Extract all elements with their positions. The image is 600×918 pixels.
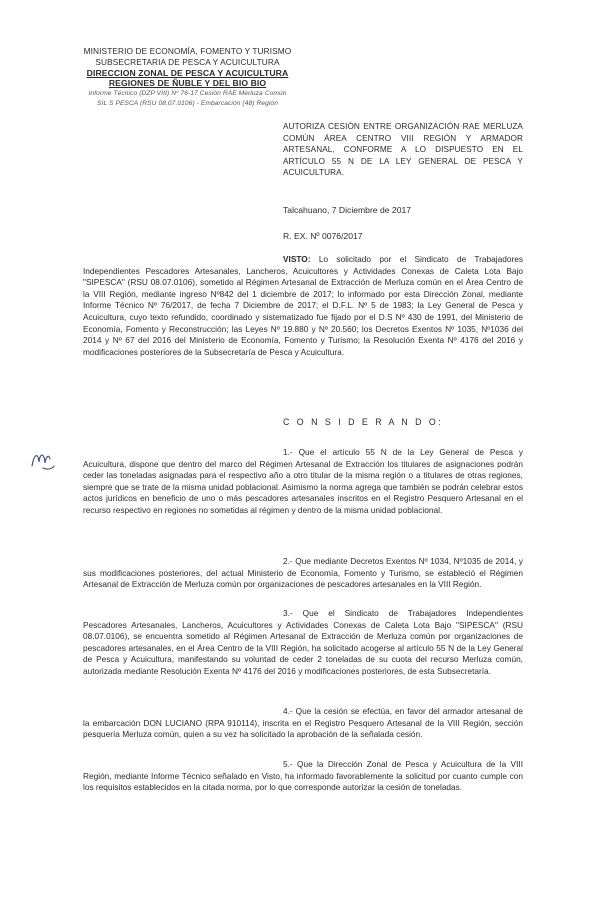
report-reference-line: Informe Técnico (DZP VIII) Nº 76-17 Cesión RAE Merluza Común — [88, 90, 287, 98]
considerando-3: 3.- Que el Sindicato de Trabajadores Independientes Pescadores Artesanales, Lancheros, Acuicultores y Actividades Conexas de Caleta Lota Bajo "SIPESCA" (RSU 08.07.0106), se encuentra sometido al Régimen Artesanal de Extracción de Merluza común por organizaciones de pescadores artesanales, en el Área Centro de la VIII Región, ha solicitado acogerse al artículo 55 N de la Ley General de Pesca y Acuicultura, manifestando su voluntad de ceder 2 toneladas de su cuota del recurso Merluza común, autorizada mediante Resolución Exenta Nº 4176 del 2016 y modificaciones posteriores, de esta Subsecretaría. — [83, 608, 523, 676]
regions-line: REGIONES DE ÑUBLE Y DEL BIO BIO — [108, 78, 267, 89]
letterhead — [80, 46, 295, 108]
visto-text: Lo solicitado por el Sindicato de Trabajadores Independientes Pescadores Artesanales, Lancheros, Acuicultores y Actividades Conexas de Caleta Lota Bajo "SIPESCA" (RSU 08.07.0106), sometido al Régimen Artesanal de Extracción de Merluza común en el Área Centro de la VIII Región, mediante ingreso Nº842 del 1 diciembre de 2017; lo informado por esta Dirección Zonal, mediante Informe Técnico Nº 76/2017, de fecha 7 Diciembre de 2017; el D.F.L. Nº 5 de 1983; la Ley General de Pesca y Acuicultura, cuyo texto refundido, coordinado y sistematizado fue fijado por el D.S Nº 430 de 1991, del Ministerio de Economía, Fomento y Reconstrucción; las Leyes Nº 19.880 y Nº 20.560; los Decretos Exentos Nº 1035, Nº1036 del 2014 y Nº 67 del 2016 del Ministerio de Economía, Fomento y Turismo; la Resolución Exenta Nº 4176 del 2016 y modificaciones posteriores de la Subsecretaría de Pesca y Acuicultura. — [83, 254, 523, 357]
visto-label: VISTO: — [283, 254, 311, 264]
visto-paragraph — [83, 254, 523, 358]
resolution-summary: AUTORIZA CESIÓN ENTRE ORGANIZACIÓN RAE MERLUZA COMÚN ÁREA CENTRO VIII REGIÓN Y ARMADOR ARTESANAL, CONFORME A LO DISPUESTO EN EL ARTÍCULO 55 N DE LA LEY GENERAL DE PESCA Y ACUICULTURA. — [283, 122, 523, 178]
considerando-2: 2.- Que mediante Decretos Exentos Nº 1034, Nº1035 de 2014, y sus modificaciones posteriores, del actual Ministerio de Economía, Fomento y Turismo, se estableció el Régimen Artesanal de Extracción de Merluza común por organizaciones de pescadores artesanales en la VIII Región. — [83, 556, 523, 590]
ministry-line: MINISTERIO DE ECONOMÍA, FOMENTO Y TURISMO — [83, 46, 292, 56]
considerando-1: 1.- Que el artículo 55 N de la Ley General de Pesca y Acuicultura, dispone que dentro del marco del Régimen Artesanal de Extracción los titulares de asignaciones podrán ceder las toneladas asignadas para el respectivo año a otro titular de la misma región o a titulares de otras regiones, siempre que se trate de la misma unidad poblacional. Asimismo la norma agrega que también se podrán celebrar estos actos jurídicos en beneficio de uno o más pescadores artesanales inscritos en el Registro Pesquero Artesanal en el recurso respectivo en regiones no sometidas al régimen y dentro de la misma unidad poblacional. — [83, 447, 523, 515]
document-date: Talcahuano, 7 Diciembre de 2017 — [283, 205, 412, 215]
resolution-number: R. EX. Nº 0076/2017 — [283, 231, 363, 241]
subsecretariat-line: SUBSECRETARIA DE PESCA Y ACUICULTURA — [95, 56, 280, 67]
directorate-line: DIRECCION ZONAL DE PESCA Y ACUICULTURA — [86, 67, 289, 78]
considerando-4: 4.- Que la cesión se efectúa, en favor del armador artesanal de la embarcación DON LUCIANO (RPA 910114), inscrita en el Registro Pesquero Artesanal de la VIII Región, sección pesquería Merluza común, quien a su vez ha solicitado la aprobación de la señalada cesión. — [83, 706, 523, 740]
considerando-heading: C O N S I D E R A N D O: — [283, 417, 444, 427]
sipesca-reference-line: SIL S PESCA (RSU 08.07.0106) - Embarcación (48) Región — [97, 99, 278, 107]
considerando-5: 5.- Que la Dirección Zonal de Pesca y Acuicultura de la VIII Región, mediante Informe Técnico señalado en Visto, ha informado favorablemente la solicitud por cuanto cumple con los requisitos establecidos en la citada norma, por lo que corresponde autorizar la cesión de toneladas. — [83, 759, 523, 793]
handwritten-signature — [28, 444, 58, 479]
